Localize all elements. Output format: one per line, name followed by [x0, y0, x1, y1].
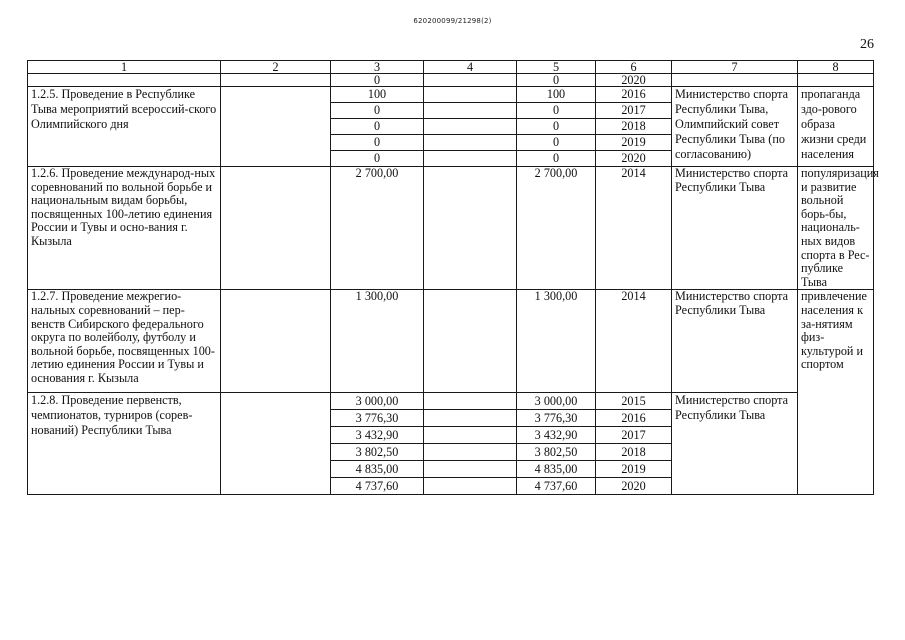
- year-cell: 2018: [596, 119, 672, 135]
- table-cell: 3 432,90: [331, 427, 424, 444]
- table-cell: 0: [331, 119, 424, 135]
- table-cell: 0: [331, 103, 424, 119]
- table-cell: 0: [517, 135, 596, 151]
- table-cell: 1 300,00: [331, 290, 424, 393]
- table-cell: 1 300,00: [517, 290, 596, 393]
- table-cell: [424, 461, 517, 478]
- table-cell: 0: [331, 151, 424, 167]
- table-cell: [424, 290, 517, 393]
- table-cell: [424, 478, 517, 495]
- year-cell: 2017: [596, 427, 672, 444]
- year-cell: 2019: [596, 135, 672, 151]
- result-cell: популяризация и развитие вольной борь-бы, националь-ных видов спорта в Рес-публике Тыва: [798, 167, 874, 290]
- table-cell: [424, 151, 517, 167]
- table-cell: 0: [331, 74, 424, 87]
- table-cell: [424, 427, 517, 444]
- table-cell: 4 835,00: [517, 461, 596, 478]
- table-cell: [424, 119, 517, 135]
- year-cell: 2014: [596, 290, 672, 393]
- executor-cell: Министерство спорта Республики Тыва: [672, 290, 798, 393]
- table-cell: 3 432,90: [517, 427, 596, 444]
- table-row: [28, 167, 874, 290]
- table-cell: 3 802,50: [331, 444, 424, 461]
- year-cell: 2016: [596, 410, 672, 427]
- table-cell: [424, 135, 517, 151]
- result-cell: привлечение населения к за-нятиям физ-культурой и спортом: [798, 290, 874, 495]
- table-row: [28, 290, 874, 393]
- program-table: [27, 60, 879, 495]
- table-cell: [424, 393, 517, 410]
- year-cell: 2015: [596, 393, 672, 410]
- year-cell: 2019: [596, 461, 672, 478]
- table-cell: 0: [517, 103, 596, 119]
- activity-description: 1.2.8. Проведение первенств, чемпионатов, турниров (сорев-нований) Республики Тыва: [28, 393, 221, 495]
- table-cell: [221, 87, 331, 167]
- table-row: [28, 74, 874, 87]
- table-cell: 4 737,60: [517, 478, 596, 495]
- table-cell: [221, 167, 331, 290]
- table-cell: [424, 74, 517, 87]
- table-cell: [424, 87, 517, 103]
- column-header-row: [28, 61, 874, 74]
- table-cell: 2020: [596, 74, 672, 87]
- column-header: 2: [221, 61, 331, 74]
- table-cell: 100: [331, 87, 424, 103]
- document-id: 620200099/21298(2): [413, 17, 492, 25]
- table-cell: 3 776,30: [331, 410, 424, 427]
- activity-description: 1.2.5. Проведение в Республике Тыва мероприятий всероссий-ского Олимпийского дня: [28, 87, 221, 167]
- table-cell: 3 802,50: [517, 444, 596, 461]
- year-cell: 2016: [596, 87, 672, 103]
- page-number: 26: [860, 37, 874, 52]
- column-header: 1: [28, 61, 221, 74]
- table-cell: 0: [331, 135, 424, 151]
- table-cell: 3 776,30: [517, 410, 596, 427]
- table-cell: [221, 393, 331, 495]
- table-cell: 0: [517, 119, 596, 135]
- table-cell: 4 737,60: [331, 478, 424, 495]
- table-cell: 2 700,00: [517, 167, 596, 290]
- table-cell: [221, 74, 331, 87]
- table-cell: [28, 74, 221, 87]
- year-cell: 2020: [596, 478, 672, 495]
- executor-cell: Министерство спорта Республики Тыва, Олимпийский совет Республики Тыва (по согласованию): [672, 87, 798, 167]
- column-header: 6: [596, 61, 672, 74]
- activity-description: 1.2.6. Проведение международ-ных соревнований по вольной борьбе и национальным видам борьбы, посвященных 100-летию единения России и Тувы и осно-вания г. Кызыла: [28, 167, 221, 290]
- column-header: 8: [798, 61, 874, 74]
- column-header: 7: [672, 61, 798, 74]
- table-row: [28, 87, 874, 103]
- table-cell: 0: [517, 74, 596, 87]
- table-cell: 3 000,00: [517, 393, 596, 410]
- table-row: [28, 393, 874, 410]
- activity-description: 1.2.7. Проведение межрегио-нальных соревнований – пер-венств Сибирского федерального округа по волейболу, футболу и вольной борьбе, посвященных 100-летию единения России и Тувы и основания г. Кызыла: [28, 290, 221, 393]
- year-cell: 2018: [596, 444, 672, 461]
- table-cell: [672, 74, 798, 87]
- table-cell: [424, 103, 517, 119]
- executor-cell: Министерство спорта Республики Тыва: [672, 167, 798, 290]
- column-header: 4: [424, 61, 517, 74]
- table-cell: 100: [517, 87, 596, 103]
- column-header: 3: [331, 61, 424, 74]
- executor-cell: Министерство спорта Республики Тыва: [672, 393, 798, 495]
- table-cell: 3 000,00: [331, 393, 424, 410]
- result-cell: пропаганда здо-рового образа жизни среди населения: [798, 87, 874, 167]
- table-cell: 2 700,00: [331, 167, 424, 290]
- table-cell: 4 835,00: [331, 461, 424, 478]
- year-cell: 2017: [596, 103, 672, 119]
- table-cell: [424, 167, 517, 290]
- table-cell: [424, 410, 517, 427]
- year-cell: 2014: [596, 167, 672, 290]
- year-cell: 2020: [596, 151, 672, 167]
- table-cell: [798, 74, 874, 87]
- table-cell: [424, 444, 517, 461]
- table-cell: 0: [517, 151, 596, 167]
- column-header: 5: [517, 61, 596, 74]
- table-cell: [221, 290, 331, 393]
